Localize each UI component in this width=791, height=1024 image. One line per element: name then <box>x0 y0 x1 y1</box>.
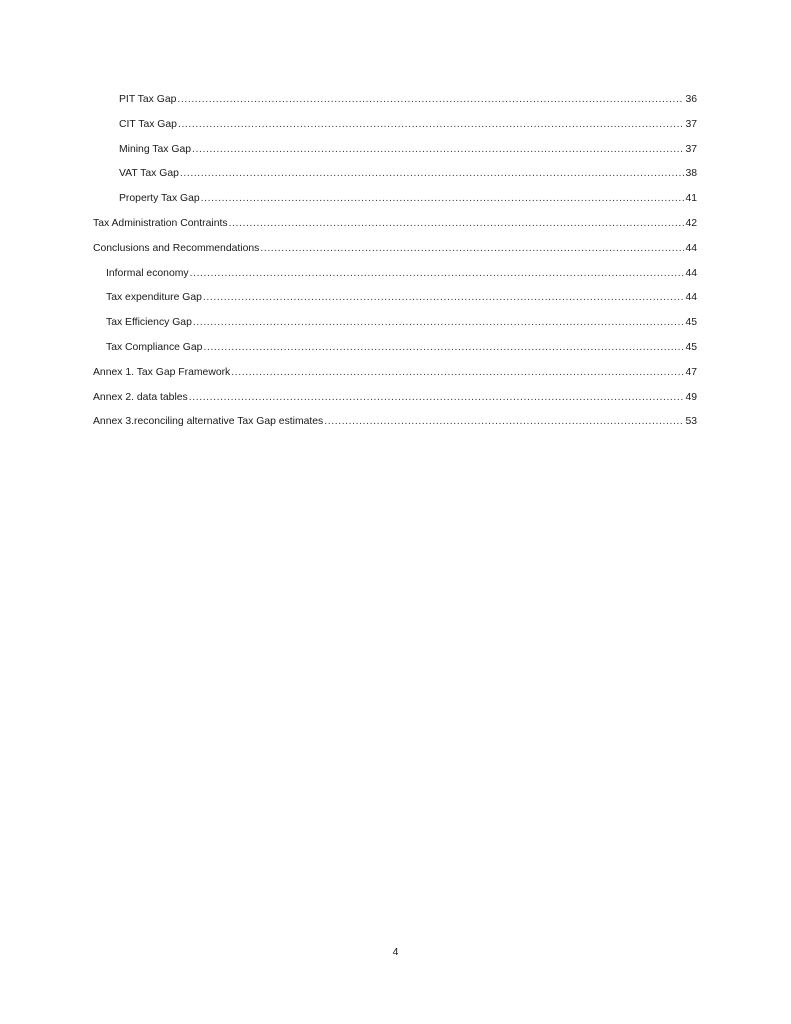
toc-entry-title: Tax Compliance Gap <box>106 341 203 353</box>
toc-entry-title: Annex 2. data tables <box>93 391 188 403</box>
toc-entry-title: Conclusions and Recommendations <box>93 242 260 254</box>
toc-entry[interactable] <box>93 366 697 391</box>
toc-dot-leader <box>203 291 685 305</box>
toc-entry[interactable] <box>93 242 697 267</box>
toc-entry-page: 38 <box>685 168 697 180</box>
toc-entry-page: 45 <box>685 341 697 353</box>
toc-entry-title: Tax Administration Contraints <box>93 217 228 229</box>
toc-dot-leader <box>189 391 685 405</box>
toc-entry-page: 44 <box>685 242 697 254</box>
toc-dot-leader <box>201 192 685 206</box>
toc-entry[interactable] <box>93 93 697 118</box>
toc-dot-leader <box>203 341 684 355</box>
toc-entry-page: 36 <box>685 94 697 105</box>
toc-entry-title: Annex 3.reconciling alternative Tax Gap estimates <box>93 416 324 428</box>
toc-entry-page: 37 <box>685 143 697 155</box>
toc-dot-leader <box>229 217 685 231</box>
toc-dot-leader <box>231 366 684 380</box>
toc-entry[interactable] <box>93 192 697 217</box>
toc-entry-page: 53 <box>685 416 697 428</box>
toc-entry-page: 44 <box>685 292 697 304</box>
toc-entry-title: CIT Tax Gap <box>119 118 177 130</box>
toc-dot-leader <box>193 316 685 330</box>
toc-dot-leader <box>324 415 684 429</box>
toc-entry[interactable] <box>93 118 697 143</box>
toc-entry-page: 42 <box>685 217 697 229</box>
toc-entry-page: 41 <box>685 193 697 205</box>
page-number: 4 <box>392 947 399 958</box>
toc-entry-title: Tax Efficiency Gap <box>106 317 192 329</box>
table-of-contents <box>93 93 697 440</box>
toc-dot-leader <box>190 267 685 281</box>
toc-entry-page: 44 <box>685 267 697 279</box>
toc-entry[interactable] <box>93 217 697 242</box>
toc-entry-title: Mining Tax Gap <box>119 143 192 155</box>
toc-entry[interactable] <box>93 143 697 168</box>
toc-entry-page: 47 <box>685 366 697 378</box>
toc-entry-page: 45 <box>685 317 697 329</box>
toc-dot-leader <box>192 143 684 157</box>
toc-entry[interactable] <box>93 267 697 292</box>
toc-entry[interactable] <box>93 316 697 341</box>
toc-entry-title: Property Tax Gap <box>119 193 200 205</box>
toc-entry[interactable] <box>93 391 697 416</box>
toc-entry-title: VAT Tax Gap <box>119 168 179 180</box>
toc-entry-page: 49 <box>685 391 697 403</box>
toc-entry[interactable] <box>93 291 697 316</box>
toc-entry-title: Tax expenditure Gap <box>106 292 202 304</box>
toc-entry-title: Annex 1. Tax Gap Framework <box>93 366 231 378</box>
toc-entry-title: PIT Tax Gap <box>119 94 177 105</box>
toc-entry-title: Informal economy <box>106 267 189 279</box>
toc-dot-leader <box>177 93 684 107</box>
toc-entry[interactable] <box>93 341 697 366</box>
toc-dot-leader <box>260 242 684 256</box>
toc-dot-leader <box>178 118 684 132</box>
toc-entry-page: 37 <box>685 118 697 130</box>
toc-entry[interactable] <box>93 415 697 440</box>
toc-dot-leader <box>180 167 685 181</box>
toc-entry[interactable] <box>93 167 697 192</box>
